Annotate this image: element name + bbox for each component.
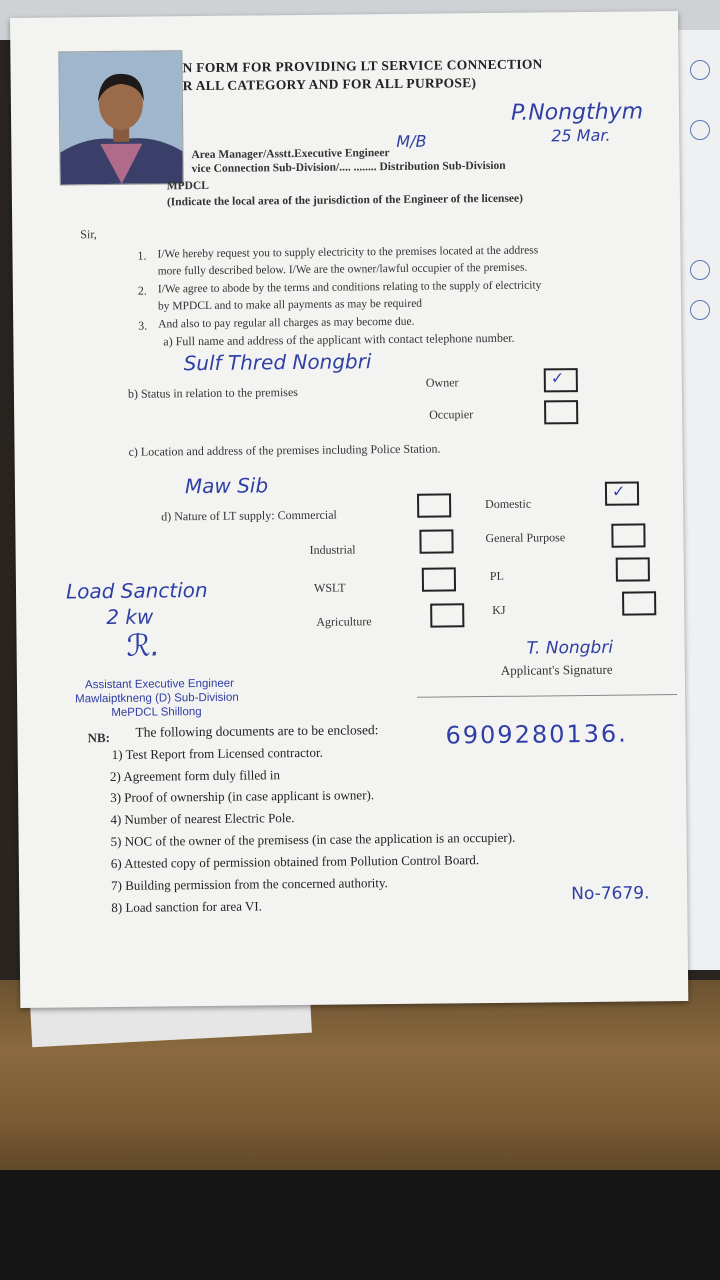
handwritten-location: Maw Sib <box>184 473 269 499</box>
item-c-label: c) Location and address of the premises including Police Station. <box>128 441 441 459</box>
stamp-line1: Assistant Executive Engineer <box>84 677 234 692</box>
commercial-checkbox[interactable] <box>417 493 451 517</box>
agriculture-label: Agriculture <box>316 614 372 629</box>
clause-num: 1. <box>137 248 147 263</box>
handwritten-load-kw: 2 kw <box>106 604 154 630</box>
nb-intro: The following documents are to be enclosed: <box>135 722 379 740</box>
pl-label: PL <box>489 568 504 584</box>
form-title-line1: N FORM FOR PROVIDING LT SERVICE CONNECTION <box>182 56 543 76</box>
applicant-signature-label: Applicant's Signature <box>500 661 613 678</box>
item-d-label: d) Nature of LT supply: Commercial <box>161 507 337 524</box>
clause-text: And also to pay regular all charges as may become due. <box>158 315 415 331</box>
nb-label: NB: <box>87 729 111 746</box>
salutation: Sir, <box>80 227 97 242</box>
stamp-signature: ℛ. <box>126 628 161 664</box>
document-item: 2) Agreement form duly filled in <box>109 767 281 784</box>
document-item: 8) Load sanction for area VI. <box>111 898 263 915</box>
handwritten-place: P.Nongthym <box>510 99 644 126</box>
clause-num: 2. <box>137 283 147 298</box>
stamp-line2: Mawlaiptkneng (D) Sub-Division <box>75 691 239 706</box>
pl-checkbox[interactable] <box>616 557 650 581</box>
occupier-checkbox[interactable] <box>544 400 578 424</box>
document-item: 5) NOC of the owner of the premisess (in case the application is an occupier). <box>110 829 516 849</box>
handwritten-load-sanction: Load Sanction <box>65 577 208 604</box>
owner-label: Owner <box>425 375 459 390</box>
wslt-label: WSLT <box>313 580 346 595</box>
form-title-line2: R ALL CATEGORY AND FOR ALL PURPOSE) <box>182 75 477 94</box>
general-purpose-label: General Purpose <box>485 530 566 546</box>
divider <box>417 694 677 698</box>
side-mark <box>690 260 710 280</box>
side-mark <box>690 300 710 320</box>
indicate-note: (Indicate the local area of the jurisdiction of the Engineer of the licensee) <box>166 192 524 209</box>
industrial-label: Industrial <box>309 542 356 557</box>
kj-checkbox[interactable] <box>622 591 656 615</box>
stamp-line3: MePDCL Shillong <box>111 706 202 719</box>
domestic-label: Domestic <box>485 496 532 512</box>
handwritten-date: 25 Mar. <box>551 125 611 146</box>
side-mark <box>690 60 710 80</box>
clause-text: by MPDCL and to make all payments as may be required <box>157 297 423 313</box>
wslt-checkbox[interactable] <box>422 567 456 591</box>
occupier-label: Occupier <box>429 407 474 422</box>
addressee-line1: Area Manager/Asstt.Executive Engineer <box>191 147 390 162</box>
handwritten-applicant-signature: T. Nongbri <box>526 637 614 659</box>
applicant-photo <box>58 50 183 185</box>
clause-text: more fully described below. I/We are the owner/lawful occupier of the premises. <box>157 261 528 278</box>
application-form <box>10 11 688 1008</box>
kj-label: KJ <box>492 602 506 617</box>
handwritten-phone: 6909280136. <box>445 719 629 750</box>
owner-tick: ✓ <box>550 368 565 388</box>
industrial-checkbox[interactable] <box>419 529 453 553</box>
general-purpose-checkbox[interactable] <box>611 523 645 547</box>
side-mark <box>690 120 710 140</box>
document-item: 4) Number of nearest Electric Pole. <box>110 810 295 827</box>
addressee-line2: vice Connection Sub-Division/.... ........ Distribution Sub-Division <box>191 159 506 176</box>
agriculture-checkbox[interactable] <box>430 603 464 627</box>
document-item: 6) Attested copy of permission obtained from Pollution Control Board. <box>110 852 480 871</box>
clause-text: I/We agree to abode by the terms and conditions relating to the supply of electricity <box>157 279 542 296</box>
domestic-tick: ✓ <box>611 481 626 501</box>
document-item: 3) Proof of ownership (in case applicant is owner). <box>110 787 375 805</box>
handwritten-applicant-name: Sulf Thred Nongbri <box>183 349 372 376</box>
clause-text: I/We hereby request you to supply electricity to the premises located at the address <box>157 244 539 261</box>
clause-num: 3. <box>138 318 148 333</box>
org-name: MPDCL <box>166 179 210 193</box>
handwritten-initials: M/B <box>396 131 427 151</box>
document-item: 7) Building permission from the concerned authority. <box>111 875 388 893</box>
dark-floor <box>0 1170 720 1280</box>
document-item: 1) Test Report from Licensed contractor. <box>111 744 323 762</box>
handwritten-pole-number: No-7679. <box>571 883 650 905</box>
item-a-label: a) Full name and address of the applicant with contact telephone number. <box>163 330 515 349</box>
item-b-label: b) Status in relation to the premises <box>127 385 298 401</box>
